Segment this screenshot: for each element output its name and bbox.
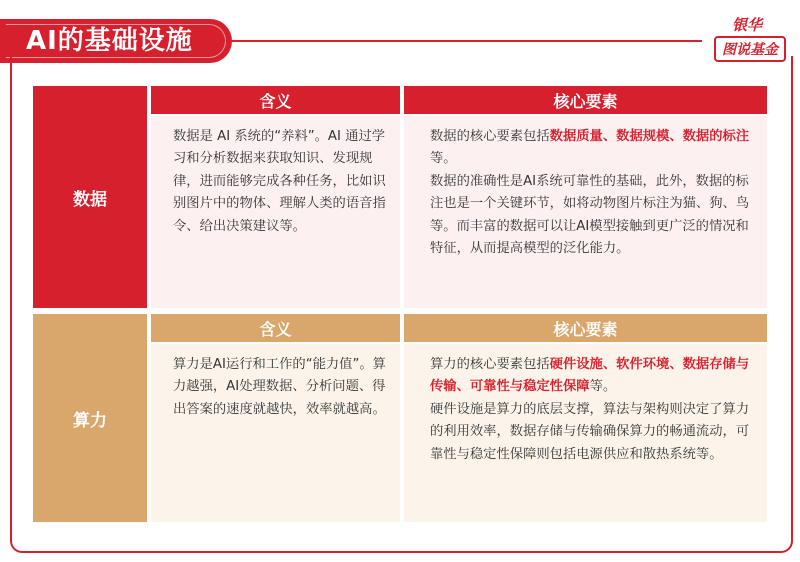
meaning-text: 算力是AI运行和工作的“能力值”。算力越强，AI处理数据、分析问题、得出答案的速度就越快，效率就越高。 (173, 357, 386, 417)
elements-summary (430, 126, 753, 171)
elements-suffix: 等。 (430, 151, 457, 167)
row-label-data: 数据 (33, 86, 147, 308)
row-label-compute: 算力 (33, 314, 147, 522)
elements-highlight: 硬件设施、软件环境、数据存储与传输、可靠性与稳定性保障 (430, 357, 750, 395)
header-elements-compute: 核心要素 (404, 314, 767, 342)
page-title: AI的基础设施 (26, 26, 193, 56)
elements-detail: 硬件设施是算力的底层支撑，算法与架构则决定了算力的利用效率，数据存储与传输确保算力的畅通流动，可靠性与稳定性保障则包括电源供应和散热系统等。 (430, 401, 750, 462)
elements-summary (430, 354, 753, 399)
logo-bottom-text: 图说基金 (714, 36, 786, 62)
title-divider (232, 40, 702, 42)
header-elements-data: 核心要素 (404, 86, 767, 114)
cell-meaning-compute (151, 344, 400, 522)
meaning-text: 数据是 AI 系统的“养料”。AI 通过学习和分析数据来获取知识、发现规律，进而能够完成各种任务，比如识别图片中的物体、理解人类的语音指令、给出决策建议等。 (173, 129, 386, 234)
header-meaning-data: 含义 (151, 86, 400, 114)
cell-elements-data (404, 116, 767, 308)
cell-meaning-data (151, 116, 400, 308)
header-meaning-compute: 含义 (151, 314, 400, 342)
elements-highlight: 数据质量、数据规模、数据的标注 (549, 129, 750, 144)
logo-top-text: 银华 (731, 16, 762, 34)
elements-suffix: 等。 (589, 379, 617, 395)
elements-detail: 数据的准确性是AI系统可靠性的基础，此外，数据的标注也是一个关键环节，如将动物图片标注为猫、狗、鸟等。而丰富的数据可以让AI模型接触到更广泛的情况和特征，从而提高模型的泛化能力。 (430, 173, 750, 257)
elements-prefix: 数据的核心要素包括 (430, 129, 550, 144)
elements-prefix: 算力的核心要素包括 (430, 357, 550, 372)
cell-elements-compute (404, 344, 767, 522)
